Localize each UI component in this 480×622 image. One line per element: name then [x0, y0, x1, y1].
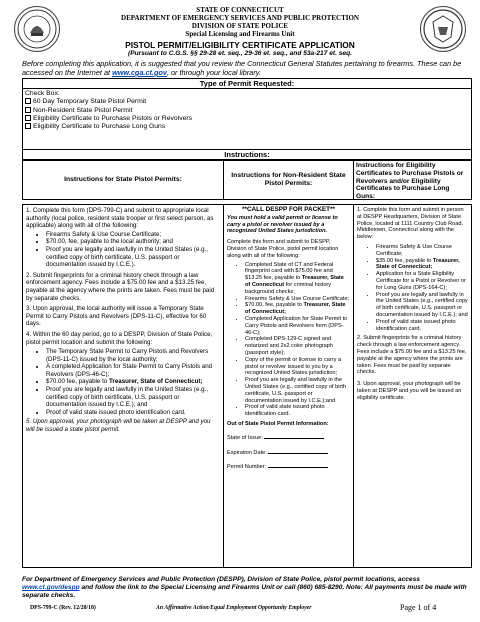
col1-step-4: 4. Within the 60 day period, go to a DESPP, Division of State Police, pistol permit location and submit the following:: [26, 330, 213, 346]
list-item-bold: Treasurer, State of Connecticut;: [376, 257, 460, 271]
list-item-text: $35.00 fee, payable to: [376, 257, 433, 264]
col1-body: [22, 204, 224, 568]
state-of-issue-row: [227, 433, 350, 442]
eeo-statement: An Affirmative Action/Equal Employment Opportunity Employer: [156, 605, 312, 611]
col3-list: [366, 244, 468, 332]
permit-type-heading: Type of Permit Requested:: [199, 79, 295, 88]
footer-note-text-2: and follow the link to the Special Licensing and Firearms Unit or call (860) 685-8290. Note: All payments must be made with separate checks.: [22, 584, 467, 599]
checkbox[interactable]: [25, 98, 31, 104]
list-item: • The Temporary State Permit to Carry Pistols and Revolvers (DPS-11-C) issued by the local authority;: [46, 348, 219, 363]
instructions-heading-row: [22, 150, 472, 160]
out-of-state-title: Out of State Pistol Permit Information:: [227, 420, 329, 427]
col1-step-1: 1. Complete this form (DPS-799-C) and submit to appropriate local authority (local police, resident state trooper or first select person, as applicable) along with all of the following:: [26, 207, 214, 230]
col1-step-2: 2. Submit fingerprints for a criminal history check through a law enforcement agency. Fees include a $75.00 fee and a $13.25 fee, payable at the agency where the prints are taken. Fees must be paid by separate checks.: [26, 271, 215, 302]
footer-note-text-1: For Department of Emergency Services and Public Protection (DESPP), Division of State Police, pistol permit locations, access: [22, 576, 420, 583]
col2-body: [223, 204, 354, 568]
col3-title: Instructions for Eligibility Certificates to Purchase Pistols or Revolvers and/or Eligibility Certificates to Purchase Long Guns:: [356, 162, 464, 201]
list-item: • $70.00, fee, payable to the local authority; and: [46, 238, 219, 246]
list-item: [245, 302, 350, 316]
option-label: Eligibility Certificate to Purchase Long Guns: [33, 123, 166, 131]
permit-number-field[interactable]: [268, 462, 328, 468]
intro-line-2: firearms. These can be accessed on the Internet at: [22, 59, 462, 77]
option-non-resident[interactable]: [25, 107, 469, 115]
checkbox[interactable]: [25, 115, 31, 121]
option-eligibility-pistols[interactable]: [25, 115, 469, 123]
page-number: Page 1 of 4: [400, 603, 437, 612]
list-item: • Proof you are legally and lawfully in the United States (e.g., certified copy of birth certificate, U.S. passport or documentation issued by I.C.E.); and: [376, 292, 468, 319]
header-division: DIVISION OF STATE POLICE: [191, 22, 289, 30]
state-of-issue-field[interactable]: [264, 433, 324, 439]
state-of-issue-label: State of Issue:: [227, 434, 263, 441]
col1-title-cell: [22, 160, 224, 200]
list-item: • A completed Application for State Permit to Carry Pistols and Revolvers (DPS-46-C);: [46, 363, 219, 378]
cga-link[interactable]: www.cga.ct.gov: [112, 68, 167, 77]
list-item: • Proof you are legally and lawfully in the United States (e.g., certified copy of birth certificate, U.S. passport or documentation issued by I.C.E.); and: [46, 386, 219, 409]
list-item: [245, 262, 350, 296]
col3-step-3: 3. Upon approval, your photograph will be taken at DESPP and you will be issued an eligibility certificate.: [357, 381, 462, 401]
list-item: • Firearms Safety & Use Course Certificate;: [376, 244, 468, 258]
checkbox[interactable]: [25, 107, 31, 113]
expiration-date-row: [227, 448, 350, 457]
list-item: [376, 258, 468, 272]
list-item-bold: Treasurer, State of Connecticut;: [245, 302, 346, 316]
col2-note: You must hold a valid permit or license to carry a pistol or revolver issued by a recognized United States jurisdiction.: [227, 214, 338, 235]
checkbox[interactable]: [25, 123, 31, 129]
list-item-text: $70.00 fee, payable to: [46, 378, 109, 386]
despp-link[interactable]: www.ct.gov/despp: [22, 584, 80, 591]
instructions-heading: Instructions:: [224, 150, 270, 159]
header-unit: Special Licensing and Firearms Unit: [185, 30, 295, 38]
expiration-date-field[interactable]: [268, 448, 328, 454]
intro-text: [22, 59, 472, 77]
list-item-tail: for criminal history background checks;: [245, 281, 332, 295]
permit-type-section: [22, 88, 472, 150]
list-item-bold: Treasurer, State of Connecticut: [245, 275, 344, 288]
col2-call-despp: **CALL DESPP FOR PACKET**: [241, 206, 336, 213]
check-box-label: Check Box:: [25, 90, 60, 97]
option-eligibility-long-guns[interactable]: [25, 123, 469, 131]
list-item-bold: Treasurer, State of Connecticut;: [108, 378, 203, 386]
list-item: • Firearms Safety & Use Course Certificate;: [245, 296, 350, 303]
statute-reference: (Pursuant to C.G.S. §§ 29-28 et. seq., 29-36 et. seq., and 53a-217 et. seq.: [128, 50, 352, 57]
col3-title-cell: [353, 160, 472, 200]
intro-line-1: Before completing this application, it is suggested that you review the Connecticut General Statutes pertaining to: [22, 59, 385, 68]
col2-list: [235, 262, 350, 418]
col3-body: [353, 204, 472, 568]
list-item-text: Completed State of CT and Federal fingerprint card with $75.00 fee and $13.25 fee, payable to: [245, 261, 334, 282]
list-item: • Proof of valid state issued photo identification card.: [245, 404, 350, 418]
list-item: • Completed DPS-129-C signed and notarized and 2x2 color photograph (passport style);: [245, 336, 350, 356]
col1-step-3: 3. Upon approval, the local authority will issue a Temporary State Permit to Carry Pistols and Revolvers (DPS-11-C), effective for 60 days.: [26, 305, 207, 328]
form-title: PISTOL PERMIT/ELIGIBILITY CERTIFICATE APPLICATION: [125, 40, 355, 50]
col2-title: Instructions for Non-Resident State Pistol Permits:: [231, 172, 346, 187]
form-number: DPS-799-C (Rev. 12/28/18): [30, 605, 96, 611]
header-state: STATE OF CONNECTICUT: [196, 6, 284, 14]
footer-note: [22, 576, 472, 600]
permit-type-heading-row: [22, 78, 472, 88]
intro-line-3: , or through your local library.: [166, 68, 261, 77]
col2-intro: Complete this form and submit to DESPP, Division of State Police, pistol permit location along with all of the following:: [227, 239, 339, 259]
list-item: • Proof of valid state issued photo identification card.: [46, 409, 219, 417]
col1-title: Instructions for State Pistol Permits:: [64, 176, 182, 183]
list-item: • Application for a State Eligibility Certificate for a Pistol or Revolver or for Long Guns (DPS-164-C);: [376, 271, 468, 291]
col2-title-cell: [223, 160, 354, 200]
option-label: Non-Resident State Pistol Permit: [33, 106, 133, 114]
list-item: • Proof of valid state issued photo identification card.: [376, 319, 468, 333]
list-item-text: $70.00, fee, payable to: [245, 302, 304, 309]
permit-number-row: [227, 462, 350, 471]
permit-number-label: Permit Number:: [227, 464, 267, 471]
header-department: DEPARTMENT OF EMERGENCY SERVICES AND PUBLIC PROTECTION: [121, 14, 359, 22]
option-label: Eligibility Certificate to Purchase Pistols or Revolvers: [33, 114, 193, 122]
list-item: • Proof you are legally and lawfully in the United States (e.g., certified copy of birth certificate, U.S. passport or documentation issued by I.C.E.);and: [245, 377, 350, 404]
list-item: • Completed Application for State Permit to Carry Pistols and Revolvers form (DPS-46-C);: [245, 316, 350, 336]
list-item: • Copy of the permit or license to carry a pistol or revolver issued to you by a recognized United States jurisdiction;: [245, 357, 350, 377]
list-item: • Firearms Safety & Use Course Certificate;: [46, 231, 219, 239]
expiration-date-label: Expiration Date:: [227, 449, 267, 456]
col3-step-2: 2. Submit fingerprints for a criminal history check through a law enforcement agency. Fees include a $75.00 fee and a $13.25 fee, payable at the agency where the prints are taken. Fees must be paid by separate checks.: [357, 335, 467, 376]
list-item: • Proof you are legally and lawfully in the United States (e.g., certified copy of birth certificate, U.S. passport or documentation issued by I.C.E.).: [46, 246, 219, 269]
col1-step-5: 5. Upon approval, your photograph will be taken at DESPP and you will be issued a state pistol permit.: [26, 418, 211, 434]
col1-step-1-list: [36, 231, 219, 269]
col3-step-1: 1. Complete this form and submit in person at DESPP Headquarters, Division of State Police, located at 1111 Country Club Road, Middletown, Connecticut along with the below:: [357, 207, 464, 241]
option-label: 60 Day Temporary State Pistol Permit: [33, 98, 147, 106]
list-item: [46, 378, 219, 386]
col1-step-4-list: [36, 348, 219, 416]
option-60-day[interactable]: [25, 98, 469, 106]
